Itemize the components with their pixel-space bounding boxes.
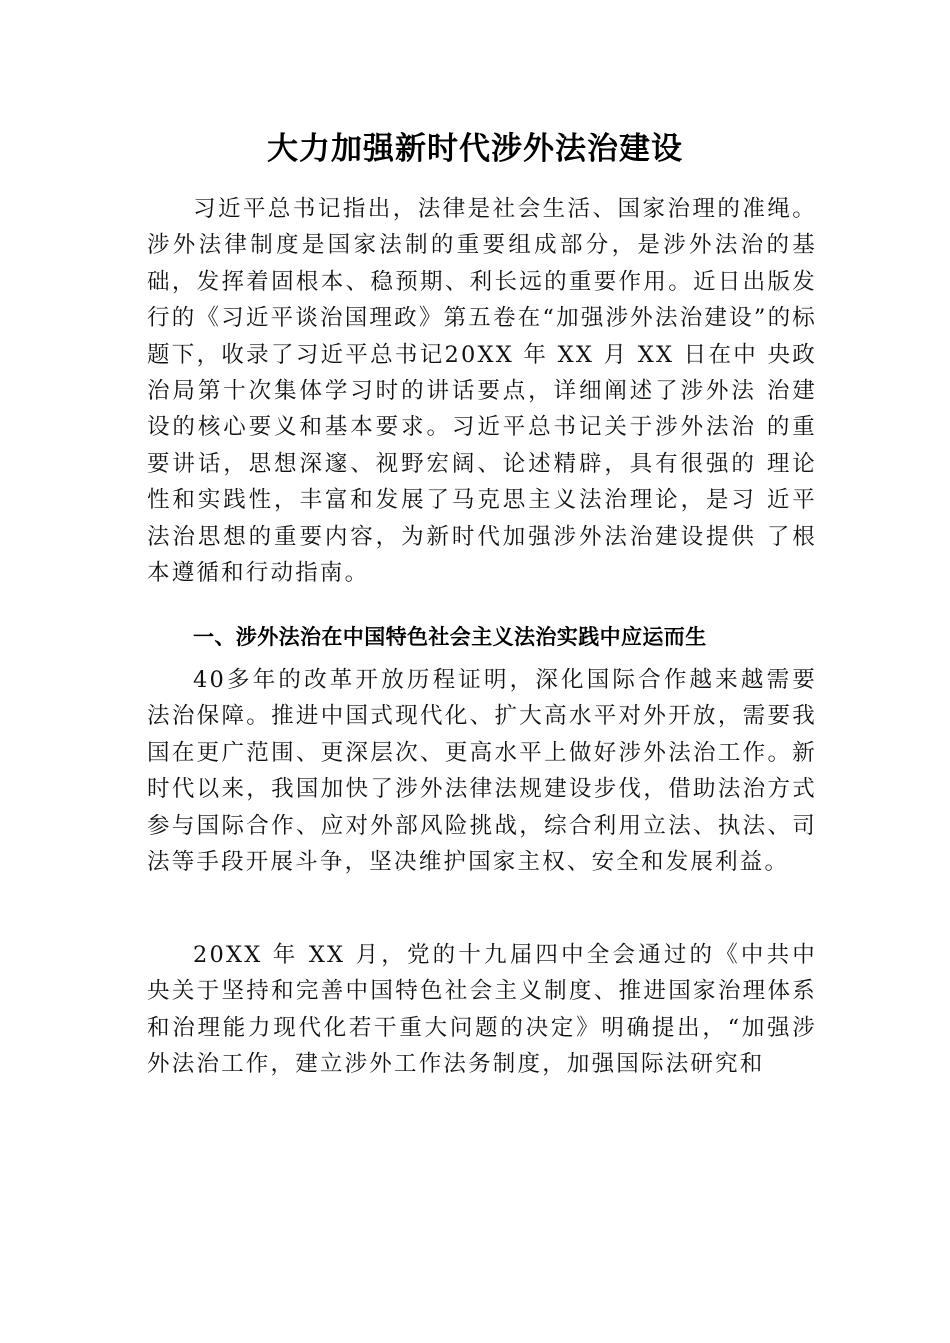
section-paragraph-2: 20XX 年 XX 月，党的十九届四中全会通过的《中共中央关于坚持和完善中国特色社会主义制度、推进国家治理体系和治理能力现代化若干重大问题的决定》明确提出，“加强涉外法治工作，建立涉外工作法务制度，加强国际法研究和	[147, 942, 817, 1078]
section-paragraph-1: 40多年的改革开放历程证明，深化国际合作越来越需要法治保障。推进中国式现代化、扩大高水平对外开放，需要我国在更广范围、更深层次、更高水平上做好涉外法治工作。新时代以来，我国加快了涉外法律法规建设步伐，借助法治方式参与国际合作、应对外部风险挑战，综合利用立法、执法、司法等手段开展斗争，坚决维护国家主权、安全和发展利益。	[147, 667, 817, 876]
intro-paragraph: 习近平总书记指出，法律是社会生活、国家治理的准绳。涉外法律制度是国家法制的重要组成部分，是涉外法治的基础，发挥着固根本、稳预期、利长远的重要作用。近日出版发行的《习近平谈治国理政》第五卷在“加强涉外法治建设”的标题下，收录了习近平总书记20XX 年 XX 月 XX 日在中 央政治局第十次集体学习时的讲话要点，详细阐述了涉外法 治建设的核心要义和基本要求。习近平总书记关于涉外法治 的重要讲话，思想深邃、视野宏阔、论述精辟，具有很强的 理论性和实践性，丰富和发展了马克思主义法治理论，是习 近平法治思想的重要内容，为新时代加强涉外法治建设提供 了根本遵循和行动指南。	[147, 196, 817, 587]
section-heading: 一、涉外法治在中国特色社会主义法治实践中应运而生	[193, 625, 707, 649]
document-title: 大力加强新时代涉外法治建设	[267, 131, 683, 167]
